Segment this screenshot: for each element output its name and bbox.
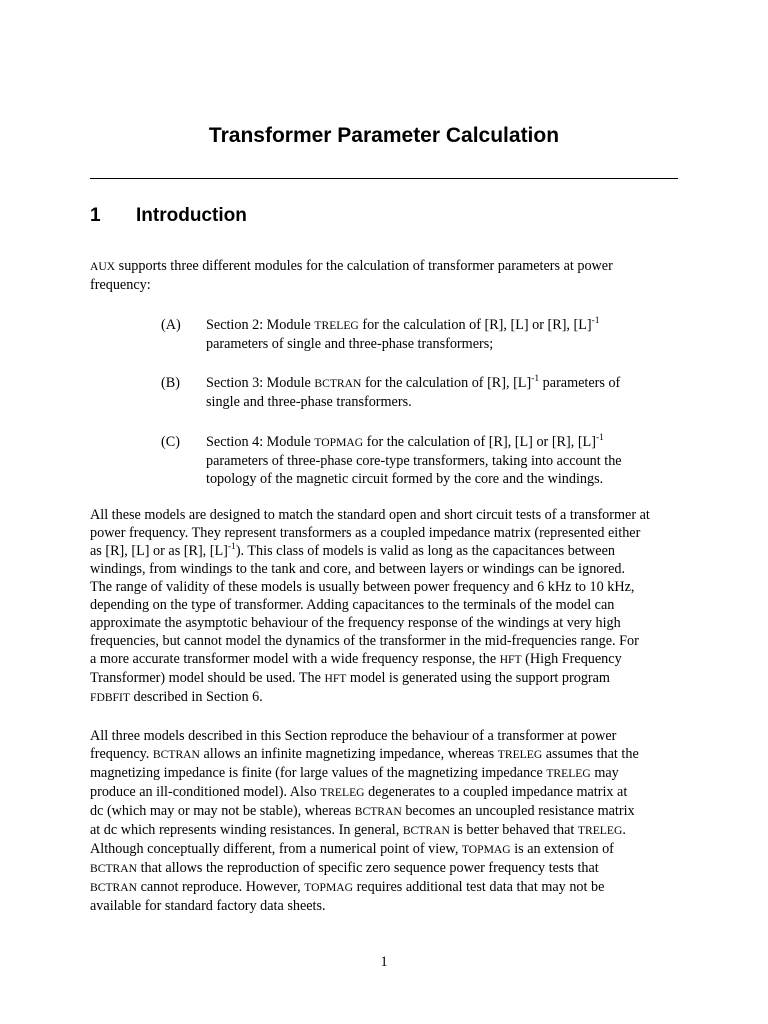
text-span: described in Section 6. [129,689,263,705]
item-text: for the calculation of [R], [L] or [R], [L] [363,434,596,450]
module-name: TOPMAG [461,843,511,856]
text-line: The range of validity of these models is usually between power frequency and 6 kHz to 10 kHz, [90,579,635,595]
text-span: produce an ill-conditioned model). Also [90,784,321,800]
paragraph-comparison [90,727,680,915]
text-span: degenerates to a coupled impedance matrix at [364,784,628,800]
text-line: power frequency. They represent transformers as a coupled impedance matrix (represented either [90,525,641,541]
text-span: is an extension of [510,841,614,857]
text-span: is better behaved that [449,822,578,838]
text-line: approximate the asymptotic behaviour of the frequency response of the windings at very high [90,615,621,631]
intro-text: supports three different modules for the calculation of transformer parameters at power [115,258,613,274]
module-name: BCTRAN [90,881,138,894]
item-text-line: single and three-phase transformers. [206,394,412,410]
item-text-line: parameters of three-phase core-type transformers, taking into account the [206,453,622,469]
document-title: Transformer Parameter Calculation [208,124,560,147]
item-text-line: topology of the magnetic circuit formed by the core and the windings. [206,471,604,487]
text-span: Transformer) model should be used. The [90,670,325,686]
text-span: frequency. [90,746,153,762]
item-text: parameters of [539,375,621,391]
text-line: available for standard factory data sheets. [90,898,326,914]
text-line: All three models described in this Section reproduce the behaviour of a transformer at power [90,728,617,744]
list-item-label: (C) [161,434,180,450]
intro-text-2: frequency: [90,277,151,293]
aux-name: AUX [90,260,116,273]
text-span: at dc which represents winding resistances. In general, [90,822,403,838]
list-item-label: (B) [161,375,180,391]
section-heading [90,205,247,227]
title-divider [90,178,678,179]
item-text-line: parameters of single and three-phase transformers; [206,336,494,352]
text-span: that allows the reproduction of specific zero sequence power frequency tests that [137,860,599,876]
text-line: depending on the type of transformer. Adding capacitances to the terminals of the model can [90,597,615,613]
intro-paragraph [90,257,680,294]
module-name: TRELEG [497,748,543,761]
program-name: FDBFIT [90,691,130,704]
text-line: All these models are designed to match the standard open and short circuit tests of a transformer at [90,507,650,523]
module-name: BCTRAN [152,748,200,761]
text-span: cannot reproduce. However, [137,879,305,895]
module-name: BCTRAN [314,377,362,390]
text-span: Although conceptually different, from a numerical point of view, [90,841,462,857]
item-text: for the calculation of [R], [L] [361,375,532,391]
text-span: allows an infinite magnetizing impedance, whereas [199,746,498,762]
module-name: TOPMAG [304,881,354,894]
superscript: -1 [591,316,600,326]
item-text: Section 3: Module [206,375,315,391]
item-text: for the calculation of [R], [L] or [R], [L] [358,317,592,333]
module-name: TRELEG [320,786,365,799]
module-name: BCTRAN [402,824,450,837]
superscript: -1 [227,542,236,552]
superscript: -1 [531,374,540,384]
list-item-label: (A) [161,317,181,333]
item-text: Section 4: Module [206,434,315,450]
text-span: a more accurate transformer model with a wide frequency response, the [90,651,500,667]
text-span: dc (which may or may not be stable), whereas [90,803,355,819]
text-span: magnetizing impedance is finite (for large values of the magnetizing impedance [90,765,547,781]
text-span: model is generated using the support program [346,670,610,686]
page-number: 1 [380,954,388,970]
section-title: Introduction [136,205,247,226]
paragraph-models [90,506,680,707]
text-span: ). This class of models is valid as long as the capacitances between [235,543,615,559]
model-name: HFT [324,672,347,685]
section-number: 1 [90,205,101,226]
module-name: TOPMAG [314,436,364,449]
text-span: becomes an uncoupled resistance matrix [401,803,635,819]
item-text: Section 2: Module [206,317,315,333]
text-span: requires additional test data that may not be [353,879,605,895]
text-span: as [R], [L] or as [R], [L] [90,543,228,559]
text-span: . [622,822,626,838]
model-name: HFT [499,653,522,666]
text-span: (High Frequency [521,651,622,667]
module-name: TRELEG [314,319,359,332]
text-line: windings, from windings to the tank and core, and between layers or windings can be ignored. [90,561,626,577]
module-name: TRELEG [546,767,591,780]
superscript: -1 [595,433,604,443]
module-name: TRELEG [577,824,623,837]
text-span: assumes that the [542,746,639,762]
text-span: may [590,765,619,781]
module-name: BCTRAN [354,805,402,818]
module-name: BCTRAN [90,862,138,875]
text-line: frequencies, but cannot model the dynamics of the transformer in the mid-frequencies range. For [90,633,639,649]
